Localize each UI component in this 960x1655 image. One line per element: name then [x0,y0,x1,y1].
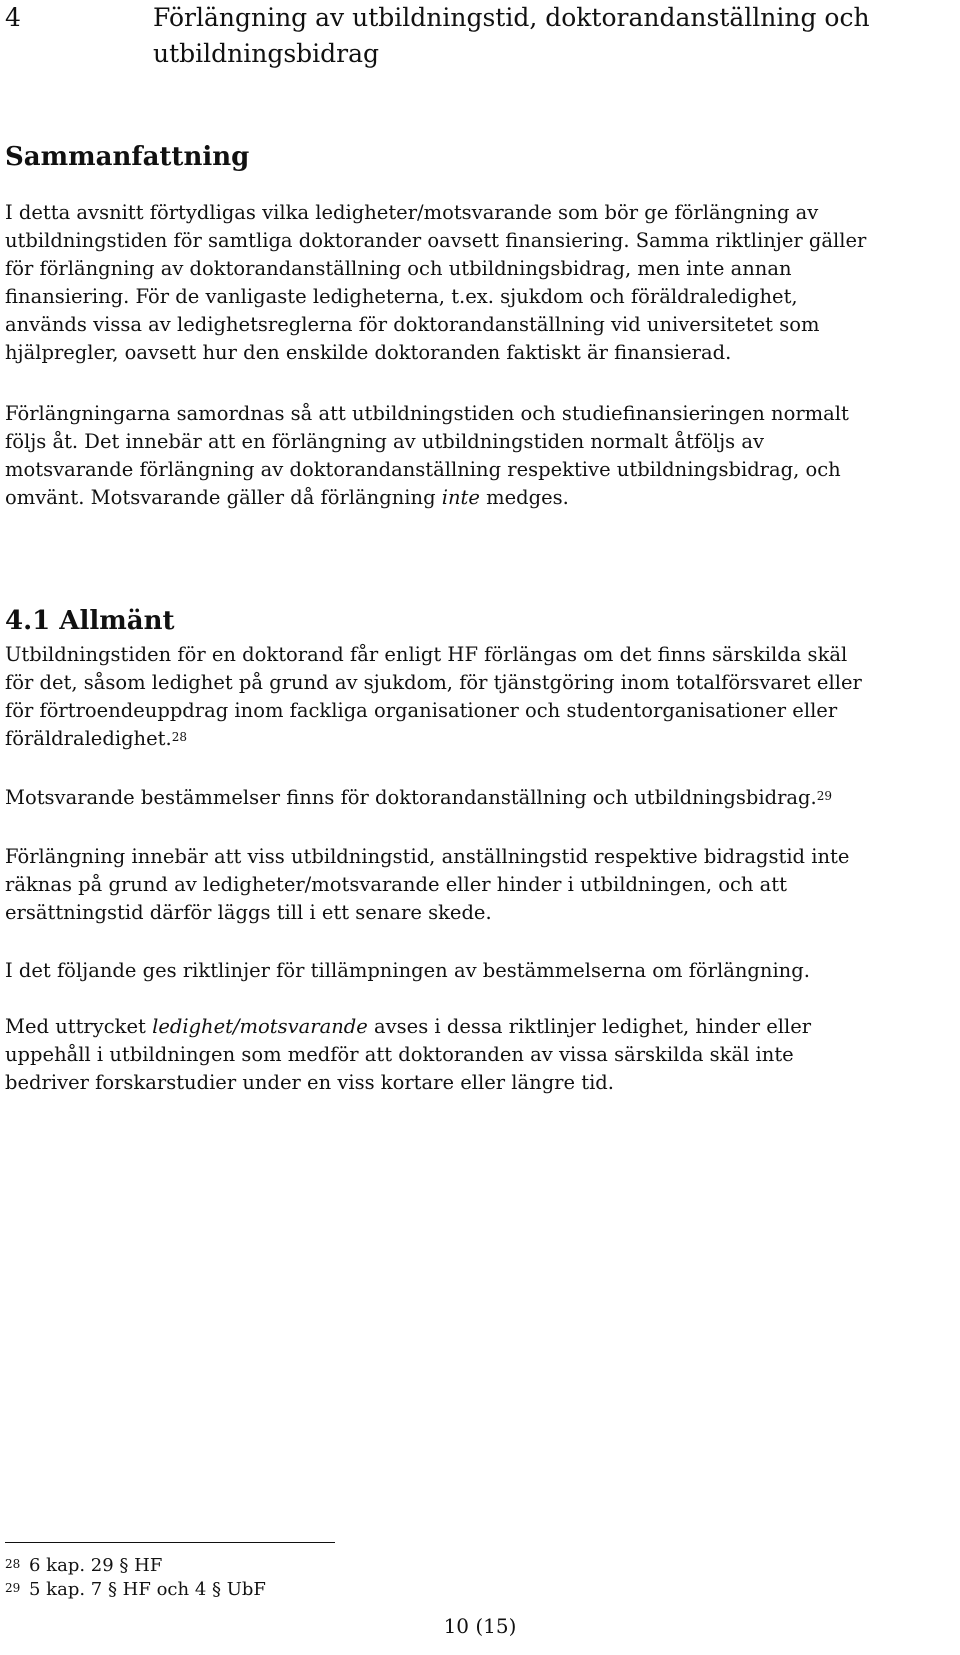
chapter-title-line-2: utbildningsbidrag [153,39,380,68]
text-line: Utbildningstiden för en doktorand får enligt HF förlängas om det finns särskilda skäl [5,643,848,666]
text-line [5,1013,945,1041]
text-line: uppehåll i utbildningen som medför att doktoranden av vissa särskilda skäl inte [5,1043,794,1066]
text-run: Motsvarande bestämmelser finns för doktorandanställning och utbildningsbidrag. [5,786,817,809]
text-line: för det, såsom ledighet på grund av sjukdom, för tjänstgöring inom totalförsvaret eller [5,671,862,694]
footnote-ref-28[interactable]: 28 [171,730,187,744]
text-line: utbildningstiden för samtliga doktorander oavsett finansiering. Samma riktlinjer gäller [5,229,867,252]
summary-paragraph-2 [5,400,945,512]
footnote-text: 6 kap. 29 § HF [29,1555,163,1576]
text-line: motsvarande förlängning av doktorandanställning respektive utbildningsbidrag, och [5,458,841,481]
general-paragraph-2 [5,784,945,812]
text-run: avses i dessa riktlinjer ledighet, hinder eller [367,1015,812,1038]
text-run: omvänt. Motsvarande gäller då förlängning [5,486,442,509]
text-line: räknas på grund av ledigheter/motsvarande eller hinder i utbildningen, och att [5,873,787,896]
general-paragraph-3 [5,843,945,927]
text-line: används vissa av ledighetsreglerna för doktorandanställning vid universitetet som [5,313,820,336]
text-line: bedriver forskarstudier under en viss kortare eller längre tid. [5,1071,614,1094]
text-line: ersättningstid därför läggs till i ett senare skede. [5,901,492,924]
summary-heading: Sammanfattning [5,142,250,172]
general-section-heading: 4.1 Allmänt [5,606,175,636]
text-run: medges. [479,486,569,509]
general-paragraph-4 [5,957,945,985]
chapter-title-line-1: Förlängning av utbildningstid, doktorandanställning och [153,3,870,32]
chapter-heading [5,0,945,72]
text-line: finansiering. För de vanligaste ledigheterna, t.ex. sjukdom och föräldraledighet, [5,285,798,308]
footnote-divider [5,1542,335,1543]
footnote-text: 5 kap. 7 § HF och 4 § UbF [29,1579,266,1600]
text-run: föräldraledighet. [5,727,172,750]
text-line: för förlängning av doktorandanställning och utbildningsbidrag, men inte annan [5,257,792,280]
footnote-29 [5,1578,266,1602]
page-number: 10 (15) [443,1614,517,1638]
footnote-number: 29 [5,1581,21,1595]
text-line: I detta avsnitt förtydligas vilka ledigheter/motsvarande som bör ge förlängning av [5,201,819,224]
text-run: Med uttrycket [5,1015,153,1038]
text-line [5,725,945,753]
text-line: Förlängningarna samordnas så att utbildningstiden och studiefinansieringen normalt [5,402,849,425]
footnote-ref-29[interactable]: 29 [816,789,833,803]
text-line: för förtroendeuppdrag inom fackliga organisationer och studentorganisationer eller [5,699,838,722]
text-line: följs åt. Det innebär att en förlängning av utbildningstiden normalt åtföljs av [5,430,764,453]
text-line: I det följande ges riktlinjer för tillämpningen av bestämmelserna om förlängning. [5,959,810,982]
text-line: hjälpregler, oavsett hur den enskilde doktoranden faktiskt är finansierad. [5,341,732,364]
text-line [5,784,945,812]
emphasis-inte: inte [441,486,480,509]
text-line [5,484,945,512]
general-paragraph-5 [5,1013,945,1097]
general-paragraph-1 [5,641,945,753]
emphasis-ledighet-motsvarande: ledighet/motsvarande [152,1015,368,1038]
footnote-28 [5,1554,162,1578]
text-line: Förlängning innebär att viss utbildningstid, anställningstid respektive bidragstid inte [5,845,850,868]
chapter-number: 4 [5,3,21,32]
summary-paragraph-1 [5,199,945,367]
footnote-number: 28 [5,1557,21,1571]
